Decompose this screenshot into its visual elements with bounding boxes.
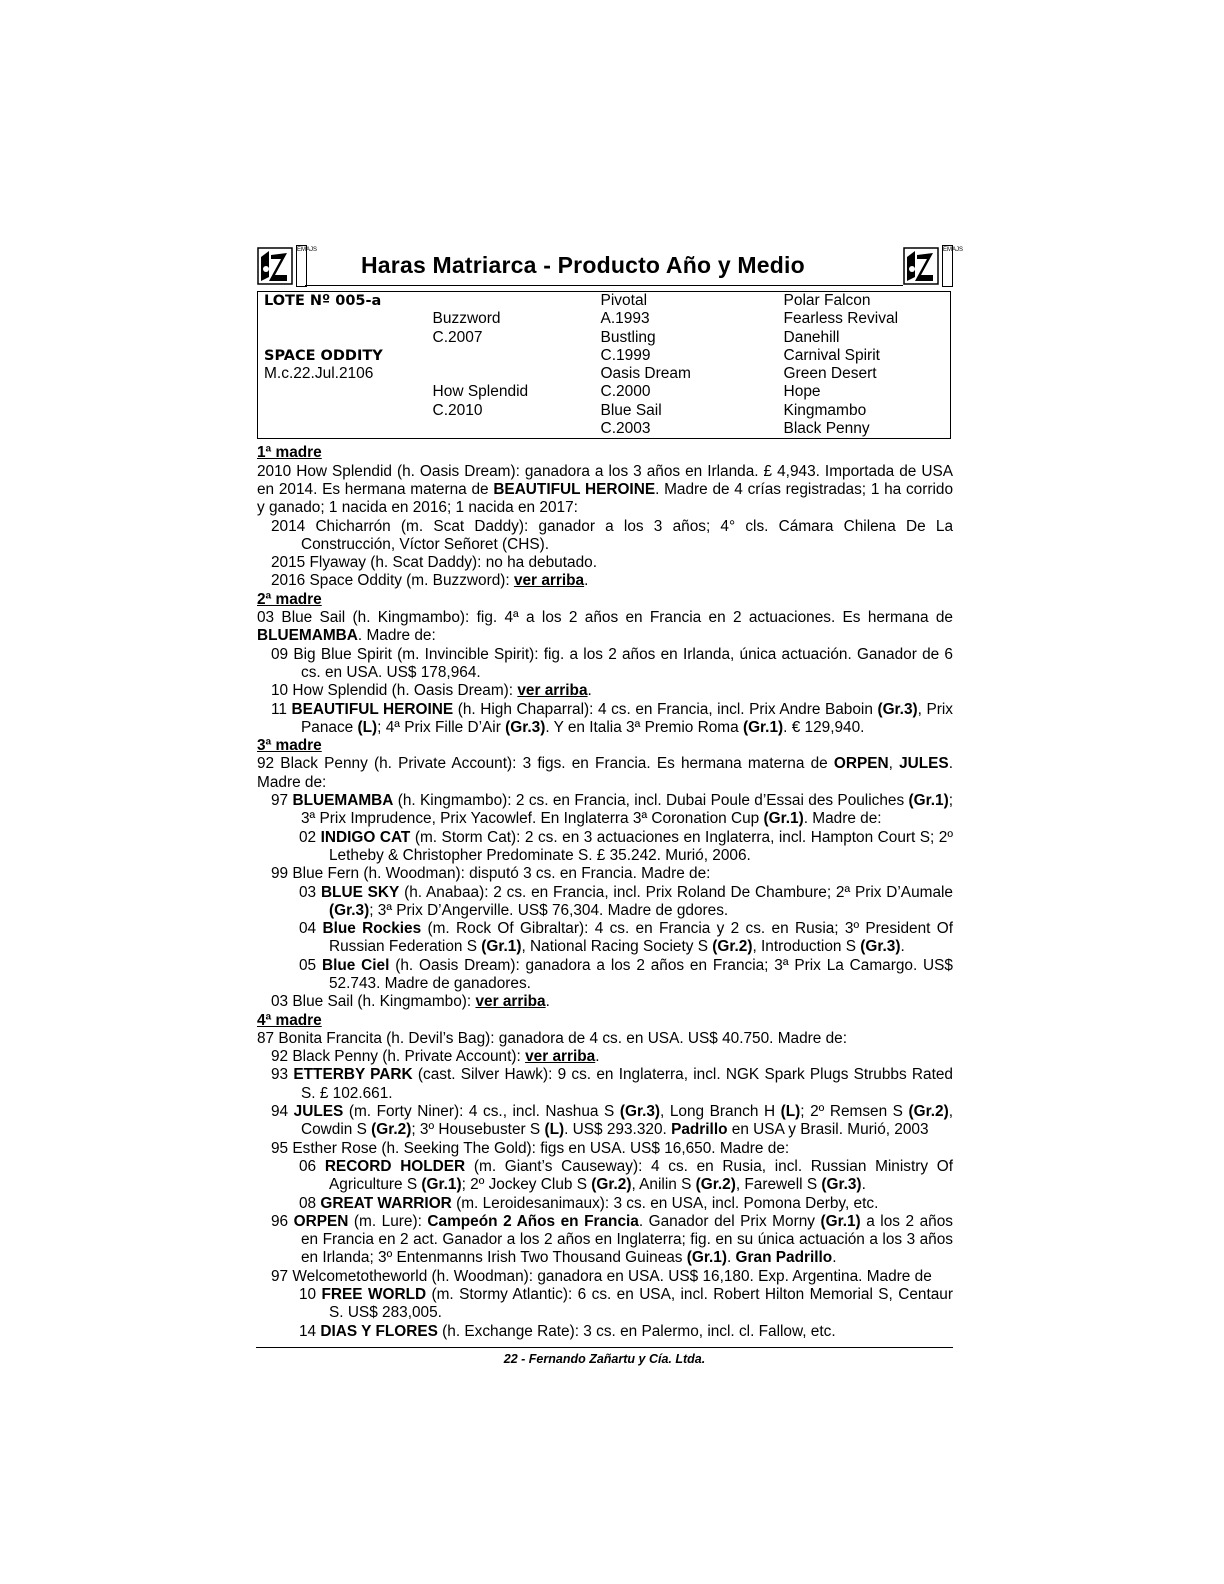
paragraph: 92 Black Penny (h. Private Account): 3 figs. en Francia. Es hermana materna de ORPEN, JULES. Madre de: [257,755,953,791]
bold-text: (Gr.1) [820,1212,861,1230]
company-logo-right [903,243,964,287]
table-cell: M.c.22.Jul.2106 [264,365,374,383]
table-row [258,310,951,328]
bold-text: DIAS Y FLORES [320,1322,438,1340]
bold-text: Padrillo [671,1121,728,1139]
lot-number: LOTE Nº 005-a [264,293,382,309]
paragraph: 96 ORPEN (m. Lure): Campeón 2 Años en Francia. Ganador del Prix Morny (Gr.1) a los 2 años en Francia en 2 act. Ganador a los 2 años en Inglaterra; fig. en su única actuación a los 3 años en Irlanda; 3º Entenmanns Irish Two Thousand Guineas (Gr.1). Gran Padrillo. [271,1212,953,1267]
table-cell: Buzzword [432,310,501,328]
table-row [258,365,951,383]
table-cell: How Splendid [432,383,529,401]
paragraph: 2010 How Splendid (h. Oasis Dream): ganadora a los 3 años en Irlanda. £ 4,943. Importada de USA en 2014. Es hermana materna de BEAUTIFUL HEROINE. Madre de 4 crías registradas; 1 ha corrido y ganado; 1 nacida en 2016; 1 nacida en 2017: [257,462,953,517]
bold-text: GREAT WARRIOR [320,1194,452,1212]
company-logo [257,243,318,287]
bold-text: BEAUTIFUL HEROINE [493,480,656,498]
logo-side-text: EMAJS [296,245,307,287]
paragraph: 10 How Splendid (h. Oasis Dream): ver arriba. [271,682,592,700]
cross-reference: ver arriba [475,993,546,1011]
table-cell: C.1999 [600,346,651,364]
table-cell [427,420,595,439]
bold-text: BEAUTIFUL HEROINE [291,700,454,718]
table-cell [427,292,595,311]
bold-text: Gran Padrillo [735,1249,833,1267]
table-cell [258,383,427,401]
table-cell: Oasis Dream [600,365,691,383]
paragraph: 95 Esther Rose (h. Seeking The Gold): figs en USA. US$ 16,650. Madre de: [271,1139,790,1157]
paragraph: 05 Blue Ciel (h. Oasis Dream): ganadora a los 2 años en Francia; 3ª Prix La Camargo. US$ 52.743. Madre de ganadores. [299,956,953,992]
paragraph: 03 BLUE SKY (h. Anabaa): 2 cs. en Francia, incl. Prix Roland De Chambure; 2ª Prix D’Aumale (Gr.3); 3ª Prix D’Angerville. US$ 76,304. Madre de gdores. [299,883,953,919]
section-heading: 4ª madre [257,1011,322,1029]
paragraph: 93 ETTERBY PARK (cast. Silver Hawk): 9 cs. en Inglaterra, incl. NGK Spark Plugs Strubbs Rated S. £ 102.661. [271,1066,953,1102]
paragraph: 92 Black Penny (h. Private Account): ver arriba. [271,1048,600,1066]
bold-text: (Gr.2) [908,1103,949,1121]
document-page [257,243,964,1341]
table-cell [427,365,595,383]
bold-text: (Gr.3) [821,1176,862,1194]
table-row [258,347,951,365]
bold-text: (Gr.1) [763,810,804,828]
horse-name: SPACE ODDITY [264,347,383,364]
paragraph: 14 DIAS Y FLORES (h. Exchange Rate): 3 cs. en Palermo, incl. cl. Fallow, etc. [299,1322,836,1340]
bold-text: (Gr.2) [712,938,753,956]
bold-text: ORPEN [833,755,889,773]
bold-text: Blue Rockies [322,920,422,938]
bold-text: (Gr.1) [481,938,522,956]
paragraph: 06 RECORD HOLDER (m. Giant’s Causeway): 4 cs. en Rusia, incl. Russian Ministry Of Agriculture S (Gr.1); 2º Jockey Club S (Gr.2), Anilin S (Gr.2), Farewell S (Gr.3). [299,1157,954,1194]
bold-text: FREE WORLD [321,1286,427,1304]
table-cell [258,402,427,420]
bold-text: (L) [780,1103,801,1121]
paragraph: 87 Bonita Francita (h. Devil’s Bag): ganadora de 4 cs. en USA. US$ 40.750. Madre de: [257,1029,848,1047]
cross-reference: ver arriba [525,1048,596,1066]
bold-text: (Gr.3) [860,938,901,956]
logo-emblem-icon [903,247,939,285]
table-cell: C.2000 [600,383,651,401]
bold-text: (Gr.3) [329,901,370,919]
paragraph: 03 Blue Sail (h. Kingmambo): fig. 4ª a los 2 años en Francia en 2 actuaciones. Es hermana de BLUEMAMBA. Madre de: [257,609,953,645]
paragraph: 97 BLUEMAMBA (h. Kingmambo): 2 cs. en Francia, incl. Dubai Poule d’Essai des Pouliches (Gr.1); 3ª Prix Imprudence, Prix Yacowlef. En Inglaterra 3ª Coronation Cup (Gr.1). Madre de: [271,792,953,828]
bold-text: (Gr.3) [505,718,546,736]
bold-text: (Gr.1) [908,792,949,810]
table-cell: Blue Sail [600,401,662,419]
logo-side-text: EMAJS [942,245,953,287]
table-row [258,402,951,420]
table-row [258,292,951,311]
bold-text: Blue Ciel [321,956,390,974]
dam-line-text [257,444,953,1341]
table-cell [427,347,595,365]
pedigree-table [257,291,951,439]
bold-text: (Gr.1) [421,1176,462,1194]
section-heading: 2ª madre [257,590,322,608]
section-heading: 1ª madre [257,444,322,462]
logo-emblem-icon [257,247,293,285]
paragraph: 2015 Flyaway (h. Scat Daddy): no ha debutado. [271,554,597,572]
paragraph: 99 Blue Fern (h. Woodman): disputó 3 cs. en Francia. Madre de: [271,865,711,883]
paragraph: 03 Blue Sail (h. Kingmambo): ver arriba. [271,993,550,1011]
paragraph: 09 Big Blue Spirit (m. Invincible Spirit): fig. a los 2 años en Irlanda, única actuación. Ganador de 6 cs. en USA. US$ 178,964. [271,645,953,681]
table-cell [258,310,427,328]
table-cell: Black Penny [783,420,870,438]
table-cell: Bustling [600,328,656,346]
table-row [258,383,951,401]
paragraph: 97 Welcometotheworld (h. Woodman): ganadora en USA. US$ 16,180. Exp. Argentina. Madre de [271,1267,932,1285]
paragraph: 2014 Chicharrón (m. Scat Daddy): ganador a los 3 años; 4° cls. Cámara Chilena De La Construcción, Víctor Señoret (CHS). [271,517,953,553]
bold-text: ETTERBY PARK [293,1066,413,1084]
table-cell: C.2010 [432,401,483,419]
table-cell: A.1993 [600,310,650,328]
bold-text: (Gr.1) [686,1249,727,1267]
bold-text: JULES [899,755,949,773]
bold-text: (L) [357,718,378,736]
paragraph: 11 BEAUTIFUL HEROINE (h. High Chaparral): 4 cs. en Francia, incl. Prix Andre Baboin (Gr.3), Prix Panace (L); 4ª Prix Fille D’Air (Gr.3). Y en Italia 3ª Premio Roma (Gr.1). € 129,940. [271,700,953,736]
table-cell: Carnival Spirit [783,346,880,364]
bold-text: (Gr.2) [695,1176,736,1194]
table-row [258,420,951,439]
table-cell: Pivotal [600,292,648,309]
paragraph: 10 FREE WORLD (m. Stormy Atlantic): 6 cs. en USA, incl. Robert Hilton Memorial S, Centaur S. US$ 283,005. [299,1286,953,1322]
paragraph: 08 GREAT WARRIOR (m. Leroidesanimaux): 3 cs. en USA, incl. Pomona Derby, etc. [299,1194,879,1212]
bold-text: ORPEN [293,1212,349,1230]
paragraph: 04 Blue Rockies (m. Rock Of Gibraltar): 4 cs. en Francia y 2 cs. en Rusia; 3º President Of Russian Federation S (Gr.1), National Racing Society S (Gr.2), Introduction S (Gr.3). [299,920,953,956]
table-row [258,329,951,347]
bold-text: (Gr.2) [371,1121,412,1139]
page-footer: 22 - Fernando Zañartu y Cía. Ltda. [503,1352,706,1366]
paragraph: 94 JULES (m. Forty Niner): 4 cs., incl. Nashua S (Gr.3), Long Branch H (L); 2º Remsen S (Gr.2), Cowdin S (Gr.2); 3º Housebuster S (L). US$ 293.320. Padrillo en USA y Brasil. Murió, 2003 [271,1103,953,1139]
table-cell: Hope [783,383,821,401]
table-cell: Polar Falcon [783,292,871,309]
bold-text: Campeón 2 Años en Francia [427,1212,639,1230]
table-cell: Kingmambo [783,401,867,419]
bold-text: BLUEMAMBA [257,627,358,645]
bold-text: JULES [293,1103,344,1121]
table-cell [258,329,427,347]
bold-text: INDIGO CAT [320,828,411,846]
table-cell: C.2007 [432,328,483,346]
table-cell: Green Desert [783,365,877,383]
table-cell [258,420,427,439]
bold-text: BLUEMAMBA [292,792,394,810]
bold-text: (Gr.3) [877,700,918,718]
footer-divider [256,1347,953,1348]
bold-text: (Gr.2) [591,1176,632,1194]
bold-text: BLUE SKY [320,883,400,901]
bold-text: (Gr.3) [619,1103,661,1121]
bold-text: RECORD HOLDER [324,1157,466,1175]
table-cell: Danehill [783,328,840,346]
table-cell: C.2003 [600,420,651,438]
paragraph: 02 INDIGO CAT (m. Storm Cat): 2 cs. en 3 actuaciones en Inglaterra, incl. Hampton Court S; 2º Letheby & Christopher Predominate S. £ 35.242. Murió, 2006. [299,828,953,864]
table-cell: Fearless Revival [783,310,899,328]
title-divider [305,285,903,286]
section-heading: 3ª madre [257,737,322,755]
bold-text: (L) [544,1121,565,1139]
cross-reference: ver arriba [513,572,585,590]
page-title: Haras Matriarca - Producto Año y Medio [361,252,805,278]
cross-reference: ver arriba [517,682,588,700]
page-header [257,243,964,291]
bold-text: (Gr.1) [742,718,784,736]
paragraph: 2016 Space Oddity (m. Buzzword): ver arriba. [271,572,589,590]
